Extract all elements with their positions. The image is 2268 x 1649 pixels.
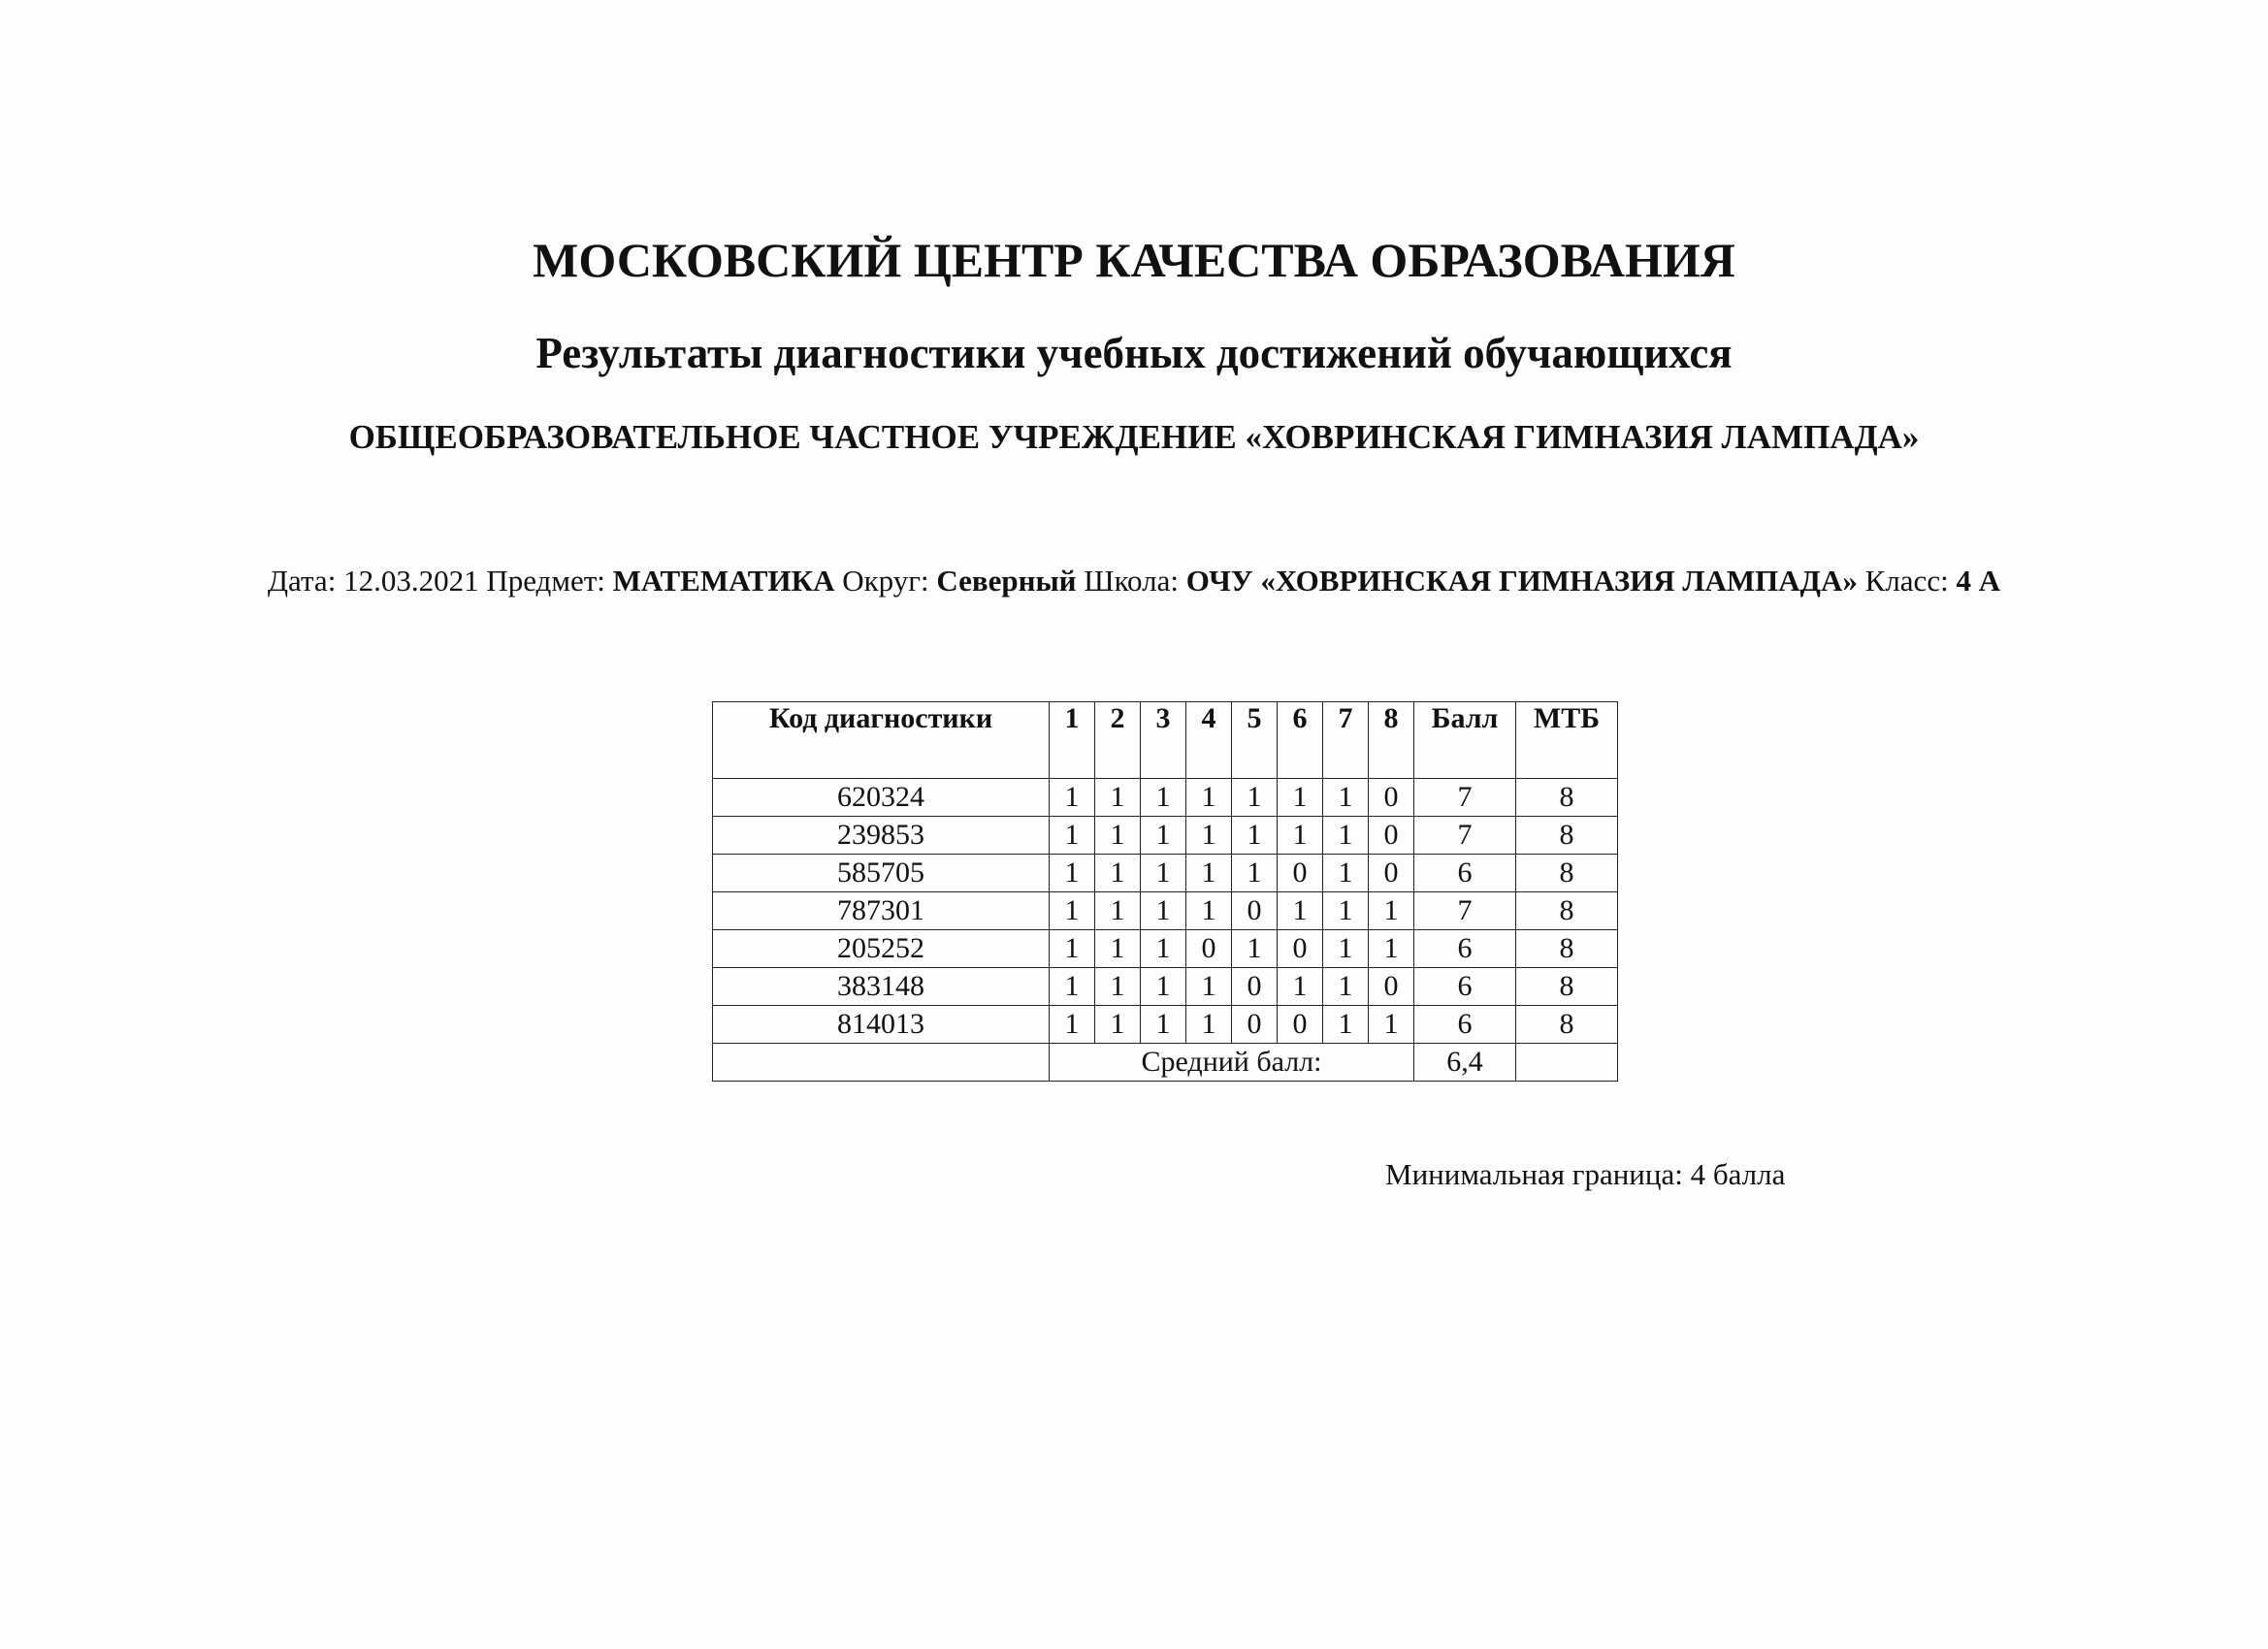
answer-cell-q1: 1 bbox=[1050, 968, 1095, 1006]
answer-cell-q8: 0 bbox=[1369, 968, 1414, 1006]
org-title: МОСКОВСКИЙ ЦЕНТР КАЧЕСТВА ОБРАЗОВАНИЯ bbox=[533, 233, 1735, 287]
answer-cell-q5: 1 bbox=[1232, 855, 1278, 892]
answer-cell-q2: 1 bbox=[1095, 817, 1141, 855]
answer-cell-q5: 1 bbox=[1232, 930, 1278, 968]
school-label: Школа: bbox=[1084, 564, 1179, 598]
answer-cell-q4: 1 bbox=[1186, 779, 1232, 817]
answer-cell-q8: 1 bbox=[1369, 1006, 1414, 1044]
score-cell: 6 bbox=[1414, 855, 1516, 892]
answer-cell-q5: 1 bbox=[1232, 817, 1278, 855]
document-title: Результаты диагностики учебных достижений обучающихся bbox=[535, 329, 1733, 377]
answer-cell-q5: 0 bbox=[1232, 968, 1278, 1006]
col-header-q6: 6 bbox=[1278, 702, 1323, 779]
diagnostic-code-cell: 585705 bbox=[713, 855, 1050, 892]
answer-cell-q2: 1 bbox=[1095, 968, 1141, 1006]
answer-cell-q7: 1 bbox=[1323, 1006, 1369, 1044]
answer-cell-q6: 1 bbox=[1278, 892, 1323, 930]
answer-cell-q7: 1 bbox=[1323, 968, 1369, 1006]
results-table bbox=[712, 701, 1618, 1082]
institution-title: ОБЩЕОБРАЗОВАТЕЛЬНОЕ ЧАСТНОЕ УЧРЕЖДЕНИЕ «ХОВРИНСКАЯ ГИМНАЗИЯ ЛАМПАДА» bbox=[348, 418, 1920, 456]
answer-cell-q3: 1 bbox=[1141, 855, 1186, 892]
col-header-code: Код диагностики bbox=[713, 702, 1050, 779]
mtb-cell: 8 bbox=[1516, 930, 1618, 968]
mtb-cell: 8 bbox=[1516, 779, 1618, 817]
answer-cell-q1: 1 bbox=[1050, 1006, 1095, 1044]
answer-cell-q8: 1 bbox=[1369, 892, 1414, 930]
date-value: 12.03.2021 bbox=[343, 564, 479, 598]
answer-cell-q1: 1 bbox=[1050, 855, 1095, 892]
diagnostic-code-cell: 814013 bbox=[713, 1006, 1050, 1044]
answer-cell-q1: 1 bbox=[1050, 892, 1095, 930]
answer-cell-q8: 0 bbox=[1369, 779, 1414, 817]
table-row bbox=[713, 892, 1618, 930]
answer-cell-q1: 1 bbox=[1050, 930, 1095, 968]
answer-cell-q8: 0 bbox=[1369, 817, 1414, 855]
district-label: Округ: bbox=[842, 564, 929, 598]
answer-cell-q8: 1 bbox=[1369, 930, 1414, 968]
answer-cell-q2: 1 bbox=[1095, 779, 1141, 817]
col-header-q1: 1 bbox=[1050, 702, 1095, 779]
col-header-mtb: МТБ bbox=[1516, 702, 1618, 779]
score-cell: 6 bbox=[1414, 1006, 1516, 1044]
score-cell: 6 bbox=[1414, 930, 1516, 968]
answer-cell-q3: 1 bbox=[1141, 892, 1186, 930]
answer-cell-q7: 1 bbox=[1323, 855, 1369, 892]
answer-cell-q7: 1 bbox=[1323, 779, 1369, 817]
mtb-cell: 8 bbox=[1516, 855, 1618, 892]
diagnostic-code-cell: 620324 bbox=[713, 779, 1050, 817]
answer-cell-q2: 1 bbox=[1095, 892, 1141, 930]
meta-line bbox=[0, 561, 2268, 601]
col-header-q5: 5 bbox=[1232, 702, 1278, 779]
col-header-q2: 2 bbox=[1095, 702, 1141, 779]
results-body bbox=[713, 779, 1618, 1044]
answer-cell-q4: 1 bbox=[1186, 817, 1232, 855]
score-cell: 7 bbox=[1414, 892, 1516, 930]
table-header-row bbox=[713, 702, 1618, 779]
score-cell: 6 bbox=[1414, 968, 1516, 1006]
mtb-cell: 8 bbox=[1516, 1006, 1618, 1044]
mtb-cell: 8 bbox=[1516, 817, 1618, 855]
table-row bbox=[713, 1006, 1618, 1044]
school-value: ОЧУ «ХОВРИНСКАЯ ГИМНАЗИЯ ЛАМПАДА» bbox=[1185, 564, 1858, 598]
diagnostic-code-cell: 383148 bbox=[713, 968, 1050, 1006]
subject-label: Предмет: bbox=[486, 564, 605, 598]
answer-cell-q5: 0 bbox=[1232, 892, 1278, 930]
answer-cell-q7: 1 bbox=[1323, 930, 1369, 968]
mtb-cell: 8 bbox=[1516, 968, 1618, 1006]
class-label: Класс: bbox=[1864, 564, 1949, 598]
score-cell: 7 bbox=[1414, 817, 1516, 855]
answer-cell-q4: 0 bbox=[1186, 930, 1232, 968]
answer-cell-q2: 1 bbox=[1095, 855, 1141, 892]
date-label: Дата: bbox=[267, 564, 337, 598]
answer-cell-q7: 1 bbox=[1323, 892, 1369, 930]
col-header-q3: 3 bbox=[1141, 702, 1186, 779]
table-row bbox=[713, 855, 1618, 892]
minimum-border-note: Минимальная граница: 4 балла bbox=[1385, 1157, 1786, 1191]
table-row bbox=[713, 779, 1618, 817]
average-row bbox=[713, 1044, 1618, 1082]
answer-cell-q3: 1 bbox=[1141, 930, 1186, 968]
answer-cell-q6: 1 bbox=[1278, 817, 1323, 855]
district-value: Северный bbox=[936, 564, 1077, 598]
answer-cell-q4: 1 bbox=[1186, 968, 1232, 1006]
answer-cell-q3: 1 bbox=[1141, 1006, 1186, 1044]
answer-cell-q3: 1 bbox=[1141, 968, 1186, 1006]
answer-cell-q5: 1 bbox=[1232, 779, 1278, 817]
answer-cell-q4: 1 bbox=[1186, 855, 1232, 892]
answer-cell-q4: 1 bbox=[1186, 892, 1232, 930]
average-empty-cell bbox=[713, 1044, 1050, 1082]
answer-cell-q6: 0 bbox=[1278, 930, 1323, 968]
answer-cell-q1: 1 bbox=[1050, 817, 1095, 855]
answer-cell-q4: 1 bbox=[1186, 1006, 1232, 1044]
col-header-q8: 8 bbox=[1369, 702, 1414, 779]
answer-cell-q6: 1 bbox=[1278, 779, 1323, 817]
answer-cell-q1: 1 bbox=[1050, 779, 1095, 817]
class-value: 4 А bbox=[1956, 564, 2001, 598]
mtb-cell: 8 bbox=[1516, 892, 1618, 930]
answer-cell-q5: 0 bbox=[1232, 1006, 1278, 1044]
answer-cell-q7: 1 bbox=[1323, 817, 1369, 855]
average-mtb-empty-cell bbox=[1516, 1044, 1618, 1082]
answer-cell-q3: 1 bbox=[1141, 779, 1186, 817]
diagnostic-code-cell: 239853 bbox=[713, 817, 1050, 855]
answer-cell-q8: 0 bbox=[1369, 855, 1414, 892]
answer-cell-q2: 1 bbox=[1095, 930, 1141, 968]
score-cell: 7 bbox=[1414, 779, 1516, 817]
col-header-q7: 7 bbox=[1323, 702, 1369, 779]
col-header-q4: 4 bbox=[1186, 702, 1232, 779]
answer-cell-q6: 0 bbox=[1278, 855, 1323, 892]
table-row bbox=[713, 968, 1618, 1006]
answer-cell-q6: 1 bbox=[1278, 968, 1323, 1006]
diagnostic-code-cell: 787301 bbox=[713, 892, 1050, 930]
table-row bbox=[713, 817, 1618, 855]
subject-value: МАТЕМАТИКА bbox=[612, 564, 835, 598]
col-header-score: Балл bbox=[1414, 702, 1516, 779]
answer-cell-q2: 1 bbox=[1095, 1006, 1141, 1044]
answer-cell-q3: 1 bbox=[1141, 817, 1186, 855]
answer-cell-q6: 0 bbox=[1278, 1006, 1323, 1044]
average-label: Средний балл: bbox=[1050, 1044, 1414, 1082]
average-value: 6,4 bbox=[1414, 1044, 1516, 1082]
table-row bbox=[713, 930, 1618, 968]
diagnostic-code-cell: 205252 bbox=[713, 930, 1050, 968]
